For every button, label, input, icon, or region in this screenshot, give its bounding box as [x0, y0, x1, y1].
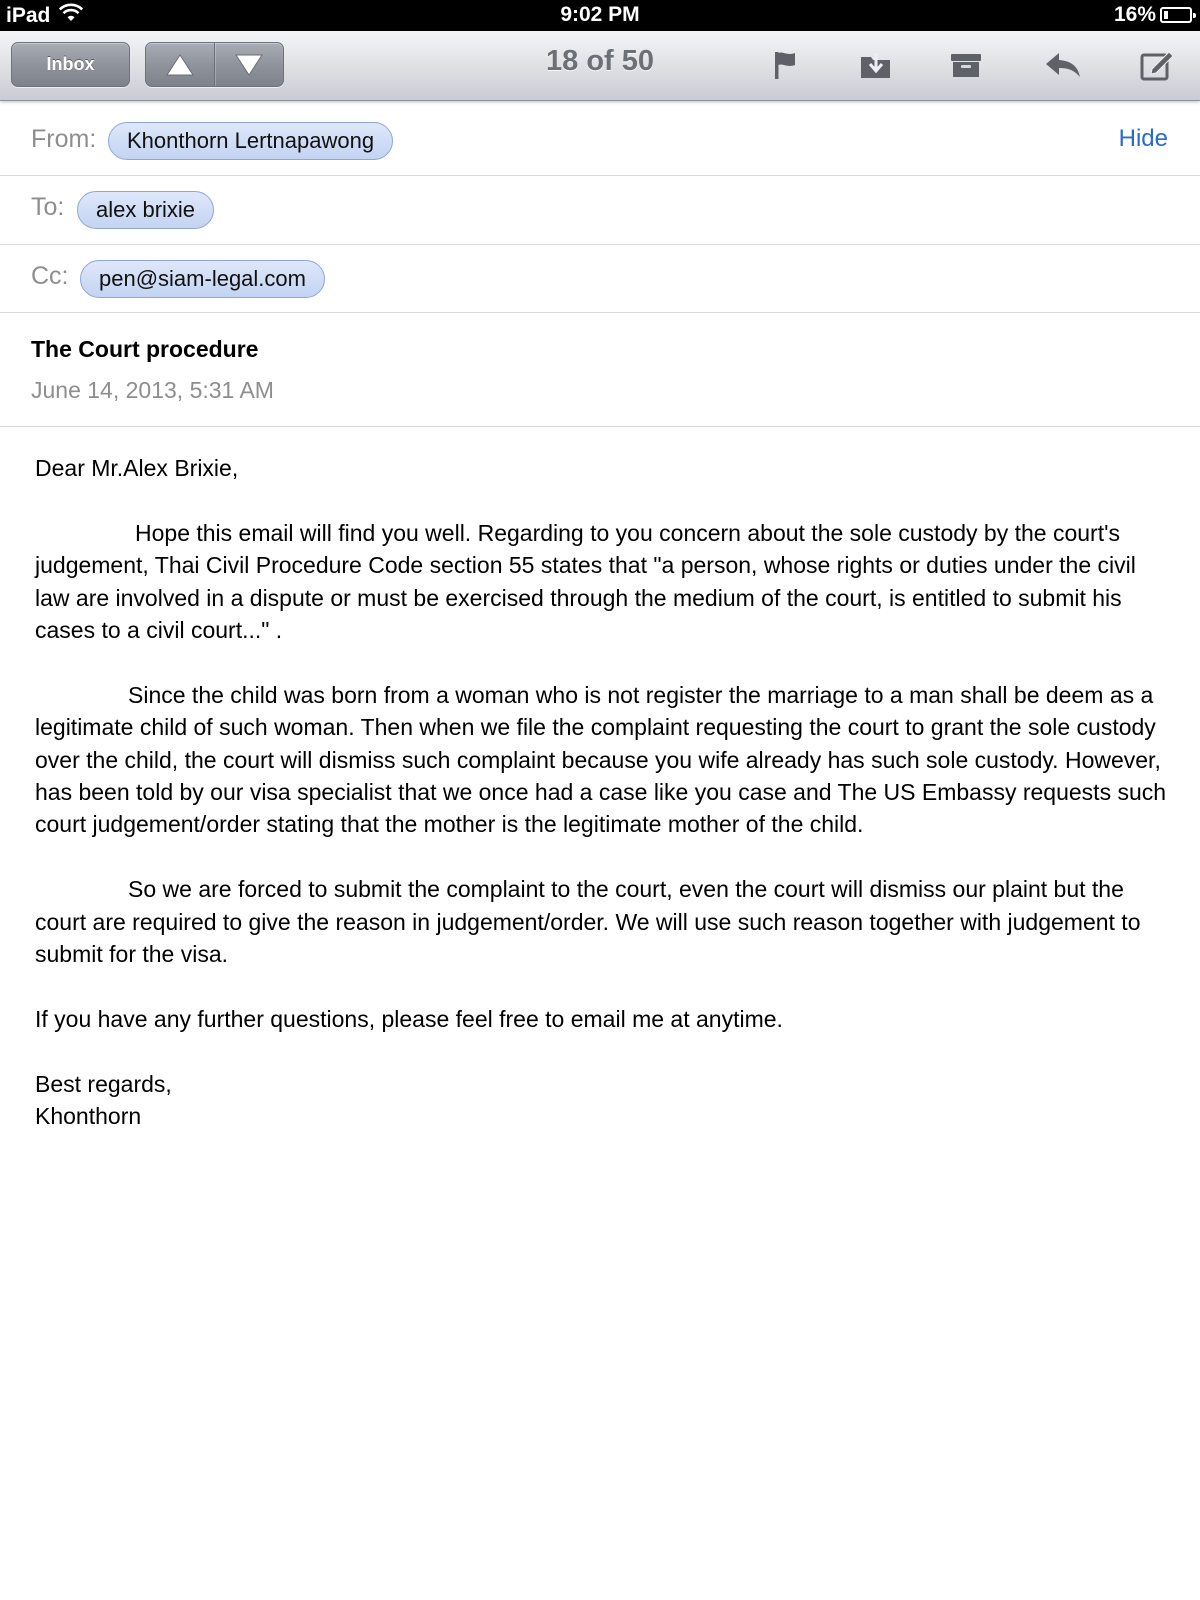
status-time: 9:02 PM [560, 3, 640, 26]
body-paragraph-4: If you have any further questions, please feel free to email me at anytime. [35, 1005, 783, 1032]
next-message-button[interactable] [214, 43, 283, 86]
reply-button[interactable] [1042, 45, 1084, 85]
from-sender-pill[interactable]: Khonthorn Lertnapawong [108, 122, 393, 160]
mail-toolbar [0, 31, 1200, 101]
message-subject: The Court procedure [31, 336, 259, 362]
message-body [35, 452, 1175, 1132]
compose-icon [1139, 49, 1175, 81]
flag-button[interactable] [765, 45, 807, 85]
body-paragraph-1: Hope this email will find you well. Regarding to you concern about the sole custody by the court's judgement, Thai Civil Procedure Code section 55 states that "a person, whose rights or duties under the civil law are involved in a dispute or must be exercised through the medium of the court, is entitled to submit his cases to a civil court..." . [35, 519, 1136, 644]
signature: Khonthorn [35, 1103, 142, 1130]
move-folder-icon [859, 50, 893, 80]
spacer [35, 484, 1175, 516]
previous-message-button[interactable] [146, 43, 214, 86]
compose-button[interactable] [1136, 45, 1178, 85]
battery-percent: 16% [1113, 3, 1156, 26]
inbox-button[interactable] [11, 42, 130, 87]
spacer [35, 646, 1175, 678]
cc-label: Cc: [31, 262, 69, 290]
spacer [35, 970, 1175, 1002]
cc-recipient-pill[interactable]: pen@siam-legal.com [80, 260, 325, 298]
to-label: To: [31, 193, 65, 221]
body-paragraph-2: Since the child was born from a woman who is not register the marriage to a man shall be deem as a legitimate child of such woman. Then when we file the complaint requesting the court to grant the sole custody over the child, the court will dismiss such complaint because you wife already has such sole custody. However, has been told by our visa specialist that we once had a case like you case and The US Embassy requests such court judgement/order stating that the mother is the legitimate mother of the child. [35, 681, 1167, 838]
status-right [1114, 3, 1192, 27]
body-paragraph-3: So we are forced to submit the complaint to the court, even the court will dismiss our plaint but the court are required to give the reason in judgement/order. We will use such reason together with judgement to submit for the visa. [35, 876, 1141, 968]
status-bar [0, 0, 1200, 31]
inbox-button-label: Inbox [46, 54, 95, 74]
message-date: June 14, 2013, 5:31 AM [31, 377, 274, 403]
move-to-folder-button[interactable] [855, 45, 897, 85]
greeting: Dear Mr.Alex Brixie, [35, 455, 239, 481]
spacer [35, 1035, 1175, 1067]
to-recipient-pill[interactable]: alex brixie [77, 191, 214, 229]
reply-icon [1043, 50, 1083, 80]
flag-icon [771, 49, 801, 81]
arrow-down-icon [234, 53, 264, 77]
archive-button[interactable] [945, 45, 987, 85]
battery-icon [1160, 7, 1192, 23]
device-name: iPad [6, 4, 51, 27]
subject-row [0, 313, 1200, 427]
closing: Best regards, [35, 1070, 172, 1097]
hide-details-link[interactable]: Hide [1118, 125, 1168, 152]
from-label: From: [31, 125, 97, 153]
arrow-up-icon [165, 53, 195, 77]
battery-level [1164, 11, 1168, 19]
archive-icon [949, 50, 983, 80]
spacer [35, 841, 1175, 873]
message-nav-control [145, 42, 284, 87]
message-position: 18 of 50 [546, 45, 654, 77]
